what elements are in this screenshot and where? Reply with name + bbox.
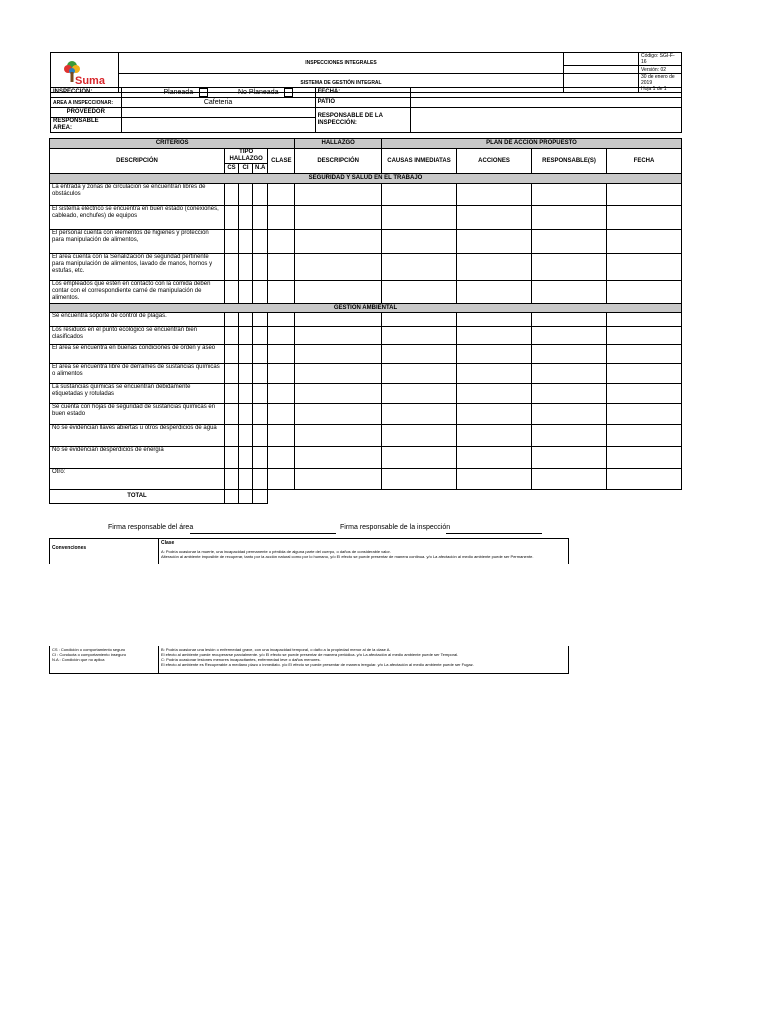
fecha-label: FECHA: [315,88,411,98]
causas-cell[interactable] [382,384,457,404]
clase-cell[interactable] [268,364,295,384]
criteria-description: La sustancias químicas se encuentran debidamente etiquetadas y rotuladas [50,384,225,404]
criteria-description: No se evidencian llaves abiertas u otros desperdicios de agua [50,425,225,447]
fecha-cell[interactable] [607,254,682,281]
clase-cell[interactable] [268,425,295,447]
no-planeada-label: No Planeada [238,89,279,97]
cs-cell[interactable] [225,230,239,254]
fecha-cell[interactable] [607,281,682,304]
causas-cell[interactable] [382,425,457,447]
firma-inspeccion-line[interactable] [446,533,542,534]
clase-cell[interactable] [268,469,295,490]
clase-cell[interactable] [268,230,295,254]
clase-cell[interactable] [268,206,295,230]
causas-cell[interactable] [382,230,457,254]
criteria-row [50,384,682,404]
responsables-cell[interactable] [532,384,607,404]
criteria-description: La entrada y zonas de circulación se encuentran libres de obstáculos [50,184,225,206]
fecha-cell[interactable] [607,364,682,384]
responsables-cell[interactable] [532,404,607,425]
responsables-cell[interactable] [532,447,607,469]
cs-definition: CS : Condición o comportamiento seguro [52,647,126,652]
cs-cell[interactable] [225,384,239,404]
causas-cell[interactable] [382,184,457,206]
na-cell[interactable] [253,184,268,206]
total-ci[interactable] [239,490,253,504]
cs-cell[interactable] [225,281,239,304]
clase-cell[interactable] [268,184,295,206]
responsables-cell[interactable] [532,364,607,384]
ci-cell[interactable] [239,384,253,404]
causas-cell[interactable] [382,313,457,327]
clase-header: CLASE [268,149,295,174]
responsables-cell[interactable] [532,345,607,364]
hallazgo-descripcion-cell[interactable] [295,327,382,345]
cs-cell[interactable] [225,313,239,327]
responsables-cell[interactable] [532,184,607,206]
hallazgo-descripcion-header: DESCRIPCIÓN [295,149,382,174]
criteria-row [50,425,682,447]
total-cs[interactable] [225,490,239,504]
acciones-cell[interactable] [457,230,532,254]
responsables-cell[interactable] [532,327,607,345]
suma-tree-icon [51,57,118,89]
cs-cell[interactable] [225,469,239,490]
na-cell[interactable] [253,404,268,425]
suma-logo [51,57,118,89]
clase-cell[interactable] [268,327,295,345]
responsables-cell[interactable] [532,469,607,490]
cs-cell[interactable] [225,447,239,469]
proveedor-label: PROVEEDOR [51,108,122,118]
criteria-row [50,447,682,469]
criteria-row [50,254,682,281]
na-cell[interactable] [253,313,268,327]
ci-cell[interactable] [239,230,253,254]
ci-cell[interactable] [239,281,253,304]
na-cell[interactable] [253,364,268,384]
ci-cell[interactable] [239,184,253,206]
form-page: Hoja 1 de 1 [641,86,667,92]
fecha-cell[interactable] [607,327,682,345]
acciones-cell[interactable] [457,206,532,230]
acciones-cell[interactable] [457,345,532,364]
criteria-description: El área cuenta con la Señalización de seguridad pertinente para manipulación de alimentos, lavado de manos, hornos y estufas, etc. [50,254,225,281]
logo-text: Suma [75,74,105,87]
fecha-cell[interactable] [607,313,682,327]
fecha-cell[interactable] [607,469,682,490]
ci-header: CI [239,164,253,174]
acciones-cell[interactable] [457,404,532,425]
planeada-checkbox[interactable] [199,88,208,97]
firma-area-label: Firma responsable del área [108,524,194,531]
inspeccion-label: INSPECCIÓN: [51,88,122,98]
ci-cell[interactable] [239,447,253,469]
inspection-table [49,138,682,504]
total-na[interactable] [253,490,268,504]
causas-cell[interactable] [382,281,457,304]
acciones-cell[interactable] [457,254,532,281]
area-label: AREA A INSPECCIONAR: [51,98,122,108]
form-subtitle: SISTEMA DE GESTIÓN INTEGRAL [119,74,564,93]
criteria-row [50,364,682,384]
fecha-cell[interactable] [607,404,682,425]
hallazgo-descripcion-cell[interactable] [295,404,382,425]
na-cell[interactable] [253,281,268,304]
clase-label: Clase [161,540,175,546]
acciones-cell[interactable] [457,281,532,304]
clase-bc-text: B: Podría ocasionar una lesión o enfermedad grave, con una incapacidad temporal, o daño a la propiedad menor al de la clase A. El efecto al ambiente puede recuperarse parcialmente. y/o El efecto se puede presentar de manera periódica. y/o La afectación al medio ambiente puede ser Temporal. C: Podría ocasionar lesiones menores incapacitantes, enfermedad leve o daños menores. El efecto al ambiente es Recuperable a mediano plazo o inmediato. y/o El efecto se puede presentar de manera irregular. y/o La afectación al medio ambiente puede ser Fugaz. [161,647,474,667]
na-definition: N.A : Condición que no aplica [52,657,105,662]
hallazgo-descripcion-cell[interactable] [295,254,382,281]
na-cell[interactable] [253,327,268,345]
responsables-cell[interactable] [532,206,607,230]
sst-rows [50,184,682,304]
ci-cell[interactable] [239,364,253,384]
acciones-header: ACCIONES [457,149,532,174]
firma-inspeccion-label: Firma responsable de la inspección [340,524,451,531]
cs-cell[interactable] [225,254,239,281]
clase-cell[interactable] [268,447,295,469]
convenciones-label: Convenciones [52,545,87,551]
form-title: INSPECCIONES INTEGRALES [119,53,564,74]
cs-cell[interactable] [225,364,239,384]
fecha-cell[interactable] [607,425,682,447]
na-cell[interactable] [253,206,268,230]
fecha-cell[interactable] [607,230,682,254]
ci-cell[interactable] [239,206,253,230]
resp-inspeccion-field[interactable] [411,108,682,133]
resp-area-label: RESPONSABLE AREA: [51,118,122,133]
no-planeada-checkbox[interactable] [284,88,293,97]
planeada-label: Planeada [163,89,194,97]
cs-cell[interactable] [225,206,239,230]
criteria-description: Los empleados que estén en contacto con la comida deben contar con el correspondiente carné de manipulación de alimentos. [50,281,225,304]
fecha-cell[interactable] [607,184,682,206]
criterios-header: CRITERIOS [50,139,295,149]
hallazgo-header: HALLAZGO [295,139,382,149]
criteria-description: Otro: [50,469,225,490]
clase-cell[interactable] [268,404,295,425]
form-code: Código: SGI-F-16 [639,53,682,66]
criteria-description: Se encuentra soporte de control de plagas. [50,313,225,327]
firma-area-line[interactable] [190,533,336,534]
acciones-cell[interactable] [457,313,532,327]
clase-cell[interactable] [268,281,295,304]
na-cell[interactable] [253,384,268,404]
fecha-cell[interactable] [607,447,682,469]
ci-cell[interactable] [239,404,253,425]
criteria-description: El personal cuenta con elementos de higienes y protección para manipulación de alimentos, [50,230,225,254]
criteria-row [50,281,682,304]
clase-cell[interactable] [268,345,295,364]
clase-cell[interactable] [268,313,295,327]
clase-cell[interactable] [268,384,295,404]
cs-cell[interactable] [225,184,239,206]
causas-cell[interactable] [382,447,457,469]
info-table [50,87,682,133]
acciones-cell[interactable] [457,364,532,384]
criteria-row [50,230,682,254]
total-label: TOTAL [50,490,225,504]
criteria-description: Los residuos en el punto ecológico se encuentran bien clasificados [50,327,225,345]
causas-header: CAUSAS INMEDIATAS [382,149,457,174]
clase-cell[interactable] [268,254,295,281]
criteria-row [50,184,682,206]
acciones-cell[interactable] [457,425,532,447]
ci-definition: CI : Conducta o comportamiento inseguro [52,652,127,657]
hallazgo-descripcion-cell[interactable] [295,206,382,230]
causas-cell[interactable] [382,254,457,281]
fecha-cell[interactable] [607,384,682,404]
ci-cell[interactable] [239,313,253,327]
ci-cell[interactable] [239,469,253,490]
acciones-cell[interactable] [457,469,532,490]
cs-cell[interactable] [225,425,239,447]
plan-header: PLAN DE ACCIÓN PROPUESTO [382,139,682,149]
criteria-row [50,404,682,425]
clase-a-text: A: Podría ocasionar la muerte, una incapacidad permanente o pérdida de alguna parte del cuerpo, o daños de considerable valor. Alteración al ambiente imposible de recuperar, tanto por la acción natural como por lo humano, y/o El efecto se puede presentar de manera continua. y/o La afectación al medio ambiente puede ser Permanente. [161,549,534,559]
na-cell[interactable] [253,345,268,364]
inspeccion-options [121,88,315,98]
na-cell[interactable] [253,469,268,490]
fecha-field[interactable] [411,88,682,98]
na-header: N.A [253,164,268,174]
form-date: 30 de enero de 2019 Hoja 1 de 1 [639,74,682,93]
na-cell[interactable] [253,447,268,469]
responsables-cell[interactable] [532,230,607,254]
descripcion-header: DESCRIPCIÓN [50,149,225,174]
form-version: Versión: 02 [639,66,682,74]
ci-cell[interactable] [239,254,253,281]
responsables-cell[interactable] [532,281,607,304]
responsables-cell[interactable] [532,425,607,447]
hallazgo-descripcion-cell[interactable] [295,230,382,254]
acciones-cell[interactable] [457,447,532,469]
resp-area-field[interactable] [121,118,315,133]
fecha-cell[interactable] [607,206,682,230]
patio-field[interactable] [411,98,682,108]
fecha-header: FECHA [607,149,682,174]
criteria-description: El sistema eléctrico se encuentra en buen estado (conexiones, cableado, enchufes) de equipos [50,206,225,230]
na-cell[interactable] [253,254,268,281]
causas-cell[interactable] [382,364,457,384]
hallazgo-descripcion-cell[interactable] [295,345,382,364]
causas-cell[interactable] [382,469,457,490]
patio-label: PATIO [315,98,411,108]
criteria-description: No se evidencian desperdicios de energía [50,447,225,469]
tipo-hallazgo-header: TIPO HALLAZGO [225,149,268,164]
ci-cell[interactable] [239,345,253,364]
convention-defs [52,647,126,662]
acciones-cell[interactable] [457,184,532,206]
responsables-header: RESPONSABLE(S) [532,149,607,174]
hallazgo-descripcion-cell[interactable] [295,281,382,304]
na-cell[interactable] [253,425,268,447]
proveedor-field[interactable] [121,108,315,118]
acciones-cell[interactable] [457,384,532,404]
section-sst: SEGURIDAD Y SALUD EN EL TRABAJO [50,174,682,184]
criteria-description: El área se encuentra en buenas condiciones de orden y aseo [50,345,225,364]
criteria-description: Se cuenta con hojas de seguridad de sustancias químicas en buen estado [50,404,225,425]
ci-cell[interactable] [239,327,253,345]
hallazgo-descripcion-cell[interactable] [295,184,382,206]
section-ambiental: GESTION AMBIENTAL [50,304,682,313]
criteria-row [50,469,682,490]
criteria-row [50,206,682,230]
area-value[interactable]: Cafeteria [121,98,315,108]
cs-cell[interactable] [225,327,239,345]
hallazgo-descripcion-cell[interactable] [295,425,382,447]
cs-cell[interactable] [225,345,239,364]
na-cell[interactable] [253,230,268,254]
hallazgo-descripcion-cell[interactable] [295,469,382,490]
conventions-top [49,538,569,564]
criteria-row [50,345,682,364]
resp-inspeccion-label: RESPONSABLE DE LA INSPECCIÓN: [315,108,411,133]
criteria-row [50,327,682,345]
hallazgo-descripcion-cell[interactable] [295,364,382,384]
causas-cell[interactable] [382,404,457,425]
hallazgo-descripcion-cell[interactable] [295,447,382,469]
cs-header: CS [225,164,239,174]
responsables-cell[interactable] [532,254,607,281]
ambiental-rows [50,313,682,490]
causas-cell[interactable] [382,345,457,364]
hallazgo-descripcion-cell[interactable] [295,384,382,404]
hallazgo-descripcion-cell[interactable] [295,313,382,327]
criteria-row [50,313,682,327]
cs-cell[interactable] [225,404,239,425]
conventions-bottom [49,646,569,674]
causas-cell[interactable] [382,206,457,230]
criteria-description: El área se encuentra libre de derrames de sustancias químicas o alimentos [50,364,225,384]
responsables-cell[interactable] [532,313,607,327]
ci-cell[interactable] [239,425,253,447]
causas-cell[interactable] [382,327,457,345]
fecha-cell[interactable] [607,345,682,364]
acciones-cell[interactable] [457,327,532,345]
